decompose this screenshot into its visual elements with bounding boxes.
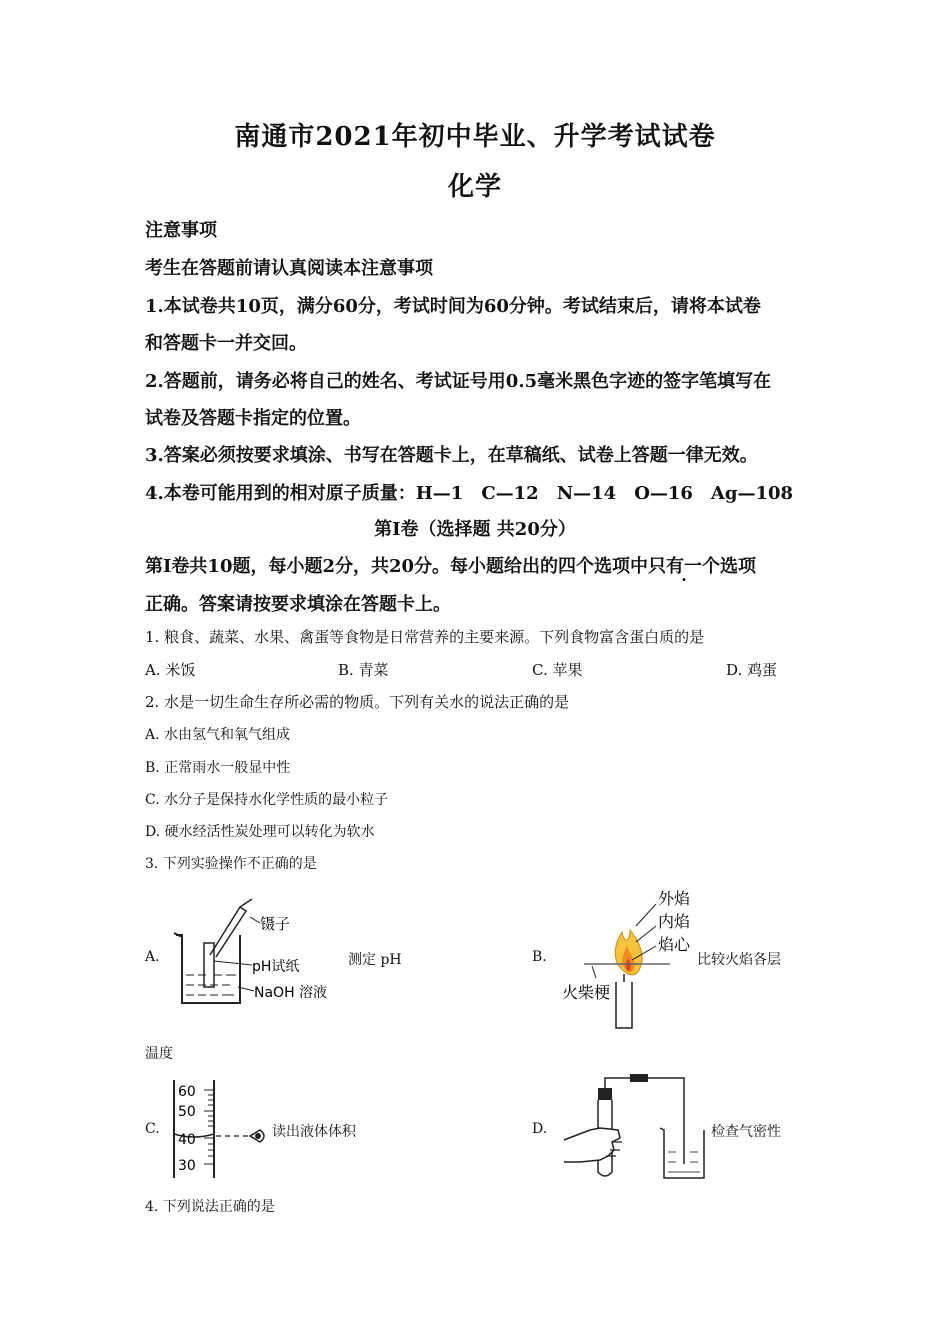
airtightness-diagram: [560, 1068, 710, 1183]
inner-label-line: [636, 926, 656, 942]
q3-b-extra: 温度: [145, 1046, 173, 1062]
exam-title: 南通市2021年初中毕业、升学考试试卷: [234, 122, 716, 152]
ph-test-diagram: [168, 895, 348, 1010]
instr-part-a: 第Ⅰ卷共10题，每小题2分，共20分。每小题给出的四个选项中: [145, 556, 649, 577]
label-match: 火柴梗: [562, 983, 611, 1002]
q3-a-caption: 测定 pH: [348, 952, 402, 968]
solution-dashes: [186, 975, 236, 995]
section-instruction-1: [145, 552, 756, 578]
tick-50: 50: [178, 1104, 196, 1120]
notes-item-2a: 2.答题前，请务必将自己的姓名、考试证号用0.5毫米黑色字迹的签字笔填写在: [145, 371, 772, 392]
instr-part-b: 选项: [720, 556, 757, 577]
tube-connector: [630, 1074, 648, 1082]
delivery-tube: [605, 1078, 684, 1164]
label-line-1: [250, 917, 260, 923]
q3-c-caption: 读出液体体积: [272, 1124, 356, 1140]
tweezers-tip: [240, 899, 252, 907]
match-label-line: [592, 966, 596, 978]
label-inner-flame: 内焰: [658, 912, 691, 931]
eye-pupil: [255, 1133, 261, 1139]
tick-40: 40: [178, 1132, 196, 1148]
tick-30: 30: [178, 1158, 196, 1174]
outer-label-line: [636, 904, 656, 926]
notes-heading: 注意事项: [145, 220, 217, 241]
label-line-2: [214, 961, 252, 965]
label-tweezers: 镊子: [260, 915, 291, 933]
label-naoh: NaOH 溶液: [254, 985, 328, 1001]
label-ph-paper: pH试纸: [252, 959, 300, 975]
q3-d-letter: D.: [532, 1121, 548, 1137]
q3-a-letter: A.: [145, 949, 160, 965]
instr-emphasis: 只有一个: [648, 556, 721, 577]
notes-item-3: 3.答案必须按要求填涂、书写在答题卡上，在草稿纸、试卷上答题一律无效。: [145, 445, 758, 466]
cylinder-diagram: [170, 1078, 280, 1180]
section-title: 第Ⅰ卷（选择题 共20分）: [374, 519, 576, 540]
q1-option-b: B. 青菜: [338, 661, 389, 679]
notes-intro: 考生在答题前请认真阅读本注意事项: [145, 258, 433, 279]
q3-b-letter: B.: [532, 949, 547, 965]
tick-60: 60: [178, 1084, 196, 1100]
cylinder-ticks: [204, 1090, 214, 1164]
notes-item-2b: 试卷及答题卡指定的位置。: [145, 408, 361, 429]
q1-stem: 1. 粮食、蔬菜、水果、禽蛋等食物是日常营养的主要来源。下列食物富含蛋白质的是: [145, 628, 705, 646]
label-flame-core: 焰心: [658, 935, 691, 954]
notes-item-4: 4.本卷可能用到的相对原子质量：H—1 C—12 N—14 O—16 Ag—108: [145, 483, 794, 504]
label-outer-flame: 外焰: [658, 889, 691, 908]
q3-c-letter: C.: [145, 1121, 160, 1137]
q3-stem: 3. 下列实验操作不正确的是: [145, 856, 317, 872]
water-beaker: [660, 1128, 704, 1178]
subject-title: 化学: [447, 172, 502, 202]
flame-diagram: [558, 882, 698, 1030]
q1-option-d: D. 鸡蛋: [726, 661, 778, 679]
q2-option-b: B. 正常雨水一般显中性: [145, 760, 291, 776]
q2-option-a: A. 水由氢气和氧气组成: [145, 727, 291, 743]
stopper: [598, 1088, 612, 1100]
beaker-outline: [176, 935, 240, 1003]
q4-stem: 4. 下列说法正确的是: [145, 1199, 275, 1215]
q1-option-a: A. 米饭: [145, 661, 196, 679]
section-instruction-2: 正确。答案请按要求填涂在答题卡上。: [145, 594, 451, 615]
q3-d-caption: 检查气密性: [711, 1124, 781, 1140]
q2-stem: 2. 水是一切生命生存所必需的物质。下列有关水的说法正确的是: [145, 693, 570, 711]
q2-option-d: D. 硬水经活性炭处理可以转化为软水: [145, 824, 375, 840]
q1-option-c: C. 苹果: [532, 661, 583, 679]
q3-b-caption: 比较火焰各层: [697, 952, 781, 968]
notes-item-1a: 1.本试卷共10页，满分60分，考试时间为60分钟。考试结束后，请将本试卷: [145, 296, 761, 317]
candle: [616, 982, 632, 1028]
q2-option-c: C. 水分子是保持水化学性质的最小粒子: [145, 792, 389, 808]
notes-item-1b: 和答题卡一并交回。: [145, 333, 307, 354]
